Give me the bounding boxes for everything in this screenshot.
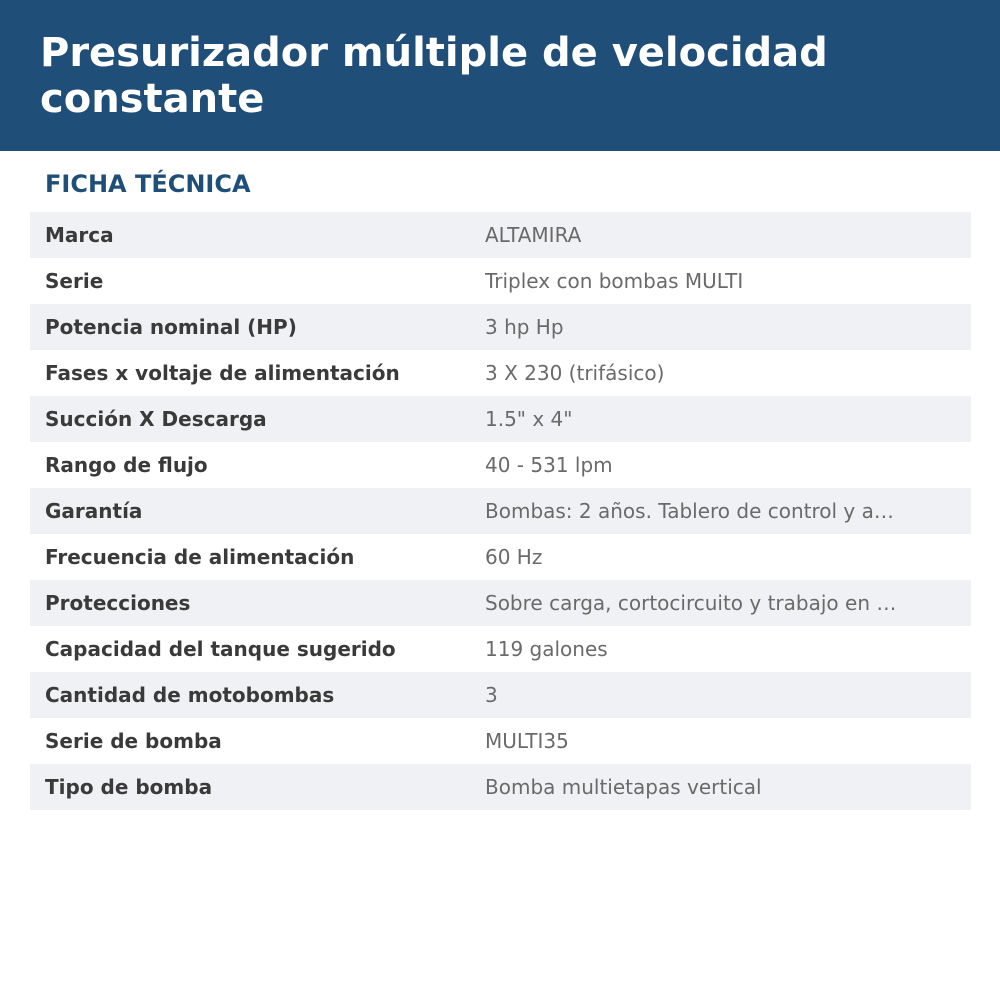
spec-value: 60 Hz — [485, 545, 543, 569]
header-banner — [0, 0, 1000, 151]
spec-value: 3 X 230 (trifásico) — [485, 361, 665, 385]
spec-label: Tipo de bomba — [45, 775, 213, 799]
spec-value: 1.5" x 4" — [485, 407, 573, 431]
spec-row-potencia — [30, 304, 971, 350]
spec-value: ALTAMIRA — [485, 223, 582, 247]
spec-value: Bomba multietapas vertical — [485, 775, 762, 799]
spec-value: 119 galones — [485, 637, 608, 661]
spec-label: Garantía — [45, 499, 143, 523]
spec-label: Marca — [45, 223, 114, 247]
spec-label: Potencia nominal (HP) — [45, 315, 297, 339]
spec-label: Rango de flujo — [45, 453, 208, 477]
spec-label: Serie de bomba — [45, 729, 222, 753]
spec-row-garantia — [30, 488, 971, 534]
spec-row-frecuencia — [30, 534, 971, 580]
spec-label: Protecciones — [45, 591, 191, 615]
spec-row-capacidad-tanque — [30, 626, 971, 672]
spec-row-fases-voltaje — [30, 350, 971, 396]
spec-value: Sobre carga, cortocircuito y trabajo en … — [485, 591, 897, 615]
section-title: FICHA TÉCNICA — [45, 170, 251, 198]
spec-label: Cantidad de motobombas — [45, 683, 335, 707]
spec-label: Capacidad del tanque sugerido — [45, 637, 396, 661]
spec-row-rango-flujo — [30, 442, 971, 488]
spec-label: Succión X Descarga — [45, 407, 267, 431]
spec-value: Bombas: 2 años. Tablero de control y a… — [485, 499, 894, 523]
spec-value: Triplex con bombas MULTI — [485, 269, 744, 293]
spec-label: Frecuencia de alimentación — [45, 545, 355, 569]
page-title: Presurizador múltiple de velocidad constante — [40, 30, 828, 122]
spec-row-tipo-bomba — [30, 764, 971, 810]
spec-row-protecciones — [30, 580, 971, 626]
spec-row-marca — [30, 212, 971, 258]
spec-value: 3 hp Hp — [485, 315, 564, 339]
spec-row-serie — [30, 258, 971, 304]
spec-value: MULTI35 — [485, 729, 569, 753]
spec-value: 3 — [485, 683, 498, 707]
spec-row-cantidad-motobombas — [30, 672, 971, 718]
spec-table — [30, 212, 971, 810]
spec-row-succion-descarga — [30, 396, 971, 442]
spec-label: Serie — [45, 269, 104, 293]
spec-row-serie-bomba — [30, 718, 971, 764]
spec-value: 40 - 531 lpm — [485, 453, 613, 477]
spec-label: Fases x voltaje de alimentación — [45, 361, 400, 385]
